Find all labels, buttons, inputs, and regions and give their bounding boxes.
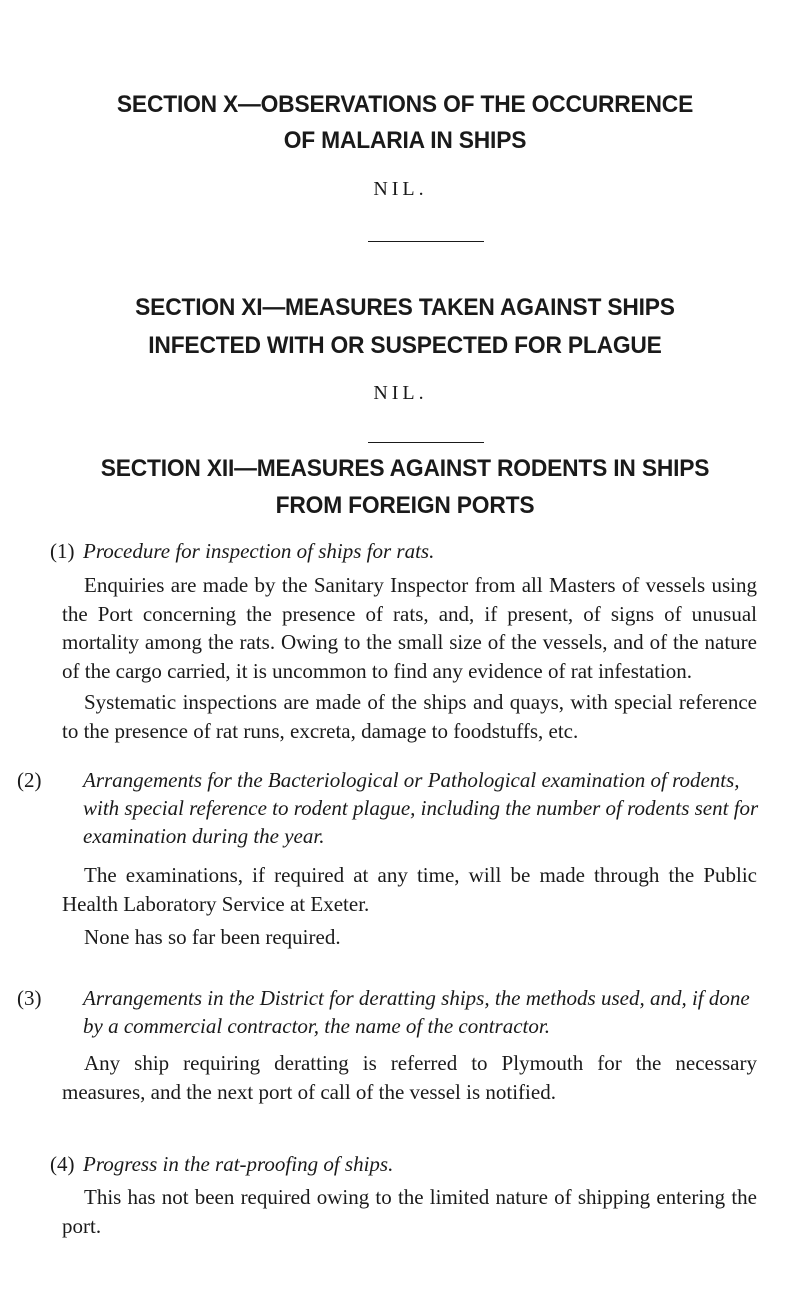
section-10-heading-line-2: OF MALARIA IN SHIPS: [283, 127, 527, 154]
section-10-body: NIL.: [373, 178, 428, 200]
item-number: (4): [50, 1152, 75, 1176]
item-title-text: Arrangements for the Bacteriological or Pathological examination of rodents, with special reference to rodent plague, including the number of rodents sent for examination during the year.: [83, 768, 759, 848]
section-12-heading-line-1: SECTION XII—MEASURES AGAINST RODENTS IN SHIPS: [100, 455, 710, 482]
divider: [368, 241, 484, 242]
item-title-text: Procedure for inspection of ships for rats.: [83, 539, 435, 563]
item-3-paragraph-1: Any ship requiring deratting is referred to Plymouth for the necessary measures, and the next port of call of the vessel is notified.: [62, 1051, 757, 1104]
item-number: (2): [17, 768, 42, 792]
item-number: (3): [17, 986, 42, 1010]
divider: [368, 442, 484, 443]
section-11-body: NIL.: [373, 382, 428, 404]
item-4-paragraph-1: This has not been required owing to the limited nature of shipping entering the port.: [62, 1185, 757, 1238]
item-title-text: Progress in the rat-proofing of ships.: [83, 1152, 394, 1176]
item-4-title: [50, 1150, 760, 1178]
item-1-title: [50, 537, 760, 565]
item-3-title: [17, 984, 760, 1040]
section-10-heading-line-1: SECTION X—OBSERVATIONS OF THE OCCURRENCE: [116, 91, 694, 118]
item-2-title: [17, 766, 760, 850]
item-2-paragraph-1: The examinations, if required at any time, will be made through the Public Health Laboratory Service at Exeter.: [62, 863, 757, 916]
section-11-heading-line-2: INFECTED WITH OR SUSPECTED FOR PLAGUE: [148, 332, 662, 359]
section-11-heading-line-1: SECTION XI—MEASURES TAKEN AGAINST SHIPS: [135, 294, 675, 321]
item-2-paragraph-2: None has so far been required.: [84, 925, 341, 949]
item-number: (1): [50, 539, 75, 563]
item-1-paragraph-1: Enquiries are made by the Sanitary Inspector from all Masters of vessels using the Port concerning the presence of rats, and, if present, of signs of unusual mortality among the rats. Owing to the small size of the vessels, and of the nature of the cargo carried, it is uncommon to find any evidence of rat infestation.: [62, 573, 757, 683]
item-title-text: Arrangements in the District for deratting ships, the methods used, and, if done by a commercial contractor, the name of the contractor.: [83, 986, 750, 1038]
section-12-heading-line-2: FROM FOREIGN PORTS: [275, 492, 535, 519]
item-1-paragraph-2: Systematic inspections are made of the ships and quays, with special reference to the presence of rat runs, excreta, damage to foodstuffs, etc.: [62, 690, 757, 743]
